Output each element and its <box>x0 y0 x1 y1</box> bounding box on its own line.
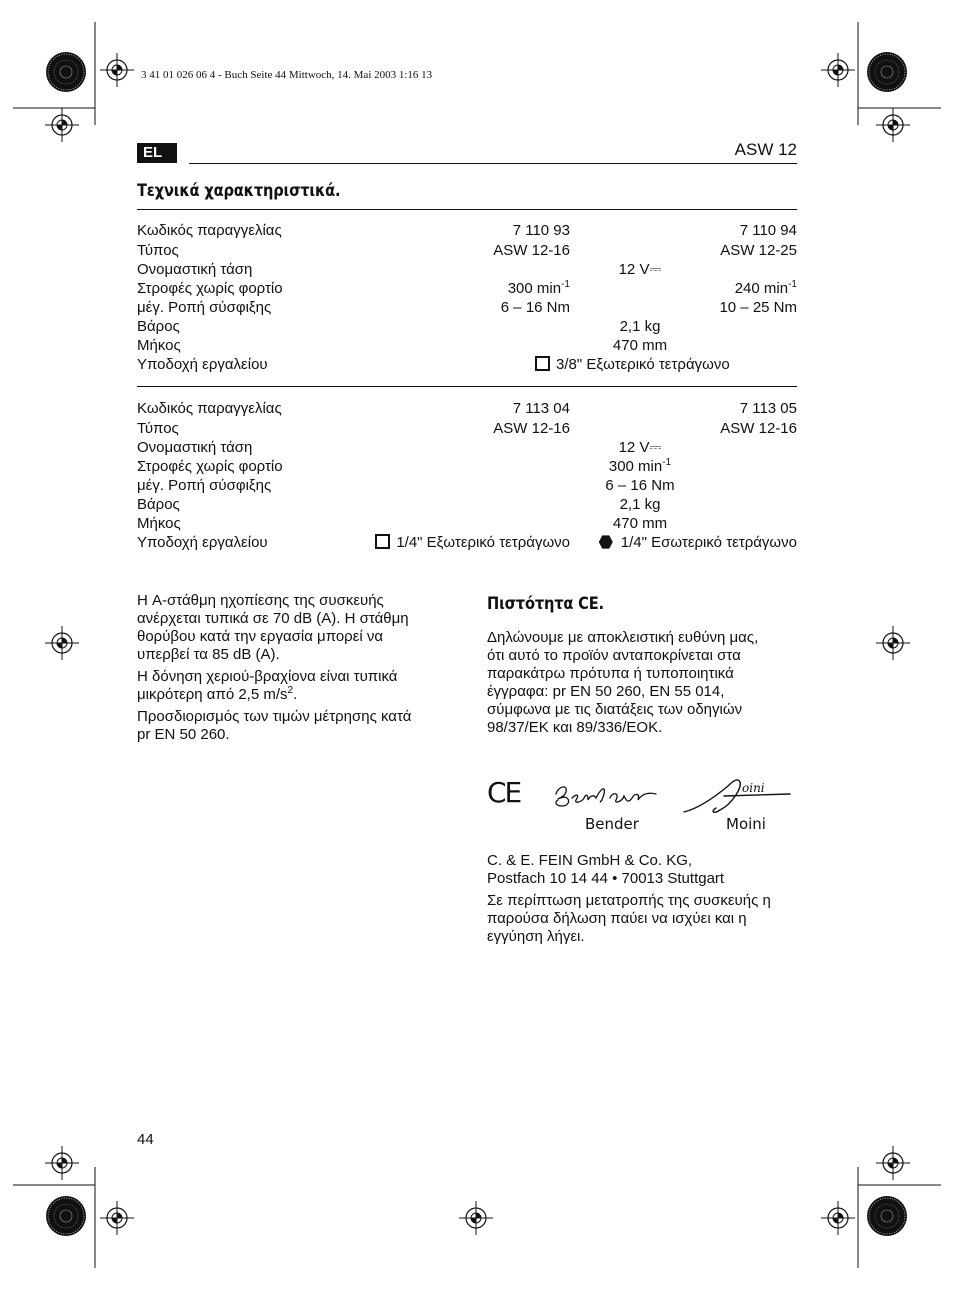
spec-row-type <box>137 241 797 260</box>
header-rule <box>189 163 797 164</box>
spec-row-length <box>137 514 797 533</box>
spec-row-type <box>137 419 797 438</box>
spec-label: Τύπος <box>137 242 179 259</box>
signatory-bender: Bender <box>585 815 639 833</box>
speed-exponent: -1 <box>561 279 570 290</box>
language-badge: EL <box>137 143 177 163</box>
signature-moini-text: oini <box>742 781 765 795</box>
spec-label: Υποδοχή εργαλείου <box>137 534 268 551</box>
spec-row-length <box>137 336 797 355</box>
spec-label: Κωδικός παραγγελίας <box>137 400 282 417</box>
spec-label: Κωδικός παραγγελίας <box>137 222 282 239</box>
spec-value-col1: ASW 12-16 <box>493 242 570 259</box>
spec-value-col2: 7 113 05 <box>739 400 797 417</box>
spec-row-tool-holder <box>137 355 797 374</box>
spec-value-col1: 7 110 93 <box>512 222 570 239</box>
spec-label: Βάρος <box>137 496 180 513</box>
speed-value: 300 min <box>608 458 663 475</box>
spec-label: Τύπος <box>137 420 179 437</box>
spec-row-weight <box>137 317 797 336</box>
spec-row-weight <box>137 495 797 514</box>
company-address: C. & E. FEIN GmbH & Co. KG, Postfach 10 14 44 • 70013 Stuttgart <box>487 852 725 887</box>
spec-value-col2: ASW 12-16 <box>720 420 797 437</box>
spec-label: Στροφές χωρίς φορτίο <box>137 458 283 475</box>
spec-label: Ονομαστική τάση <box>137 261 253 278</box>
speed-value: 300 min <box>507 280 562 297</box>
spec-value-col1 <box>508 279 570 298</box>
spec-value-shared <box>609 457 671 476</box>
spec-label: Μήκος <box>137 337 181 354</box>
signature-bender <box>548 780 668 812</box>
speed-exponent: -1 <box>788 279 797 290</box>
section-rule <box>137 386 797 387</box>
holder-text: 3/8" Εξωτερικό τετράγωνο <box>556 356 730 373</box>
spec-value-shared: 470 mm <box>612 337 668 354</box>
ce-mark: CE <box>487 776 521 809</box>
spec-value-shared: 2,1 kg <box>619 496 661 513</box>
speed-value: 240 min <box>734 280 789 297</box>
holder-text: 1/4" Εξωτερικό τετράγωνο <box>396 534 570 551</box>
spec-row-voltage <box>137 438 797 457</box>
spec-value-shared: 12 V⎓ <box>618 439 662 456</box>
noise-paragraph: Η A-στάθμη ηχοπίεσης της συσκευής ανέρχεται τυπικά σε 70 dB (A). Η στάθμη θορύβου κατά την εργασία μπορεί να υπερβεί τα 85 dB (A). <box>137 592 409 663</box>
signatory-moini: Moini <box>726 815 766 833</box>
conformity-text: Δηλώνουμε με αποκλειστική ευθύνη μας, ότι αυτό το προϊόν ανταποκρίνεται στα παρακάτρω πρότυπα ή τυποποιητικά έγγραφα: pr EN 50 260, EN 55 014, σύμφωνα με τις διατάξεις των οδηγιών 98/37/EK και 89/336/EOK. <box>487 629 759 736</box>
spec-row-voltage <box>137 260 797 279</box>
vibration-exponent: 2 <box>287 685 294 696</box>
spec-label: Στροφές χωρίς φορτίο <box>137 280 283 297</box>
spec-value-col1: ASW 12-16 <box>493 420 570 437</box>
conformity-title: Πιστότητα CE. <box>487 594 604 614</box>
spec-row-speed <box>137 279 797 298</box>
spec-row-torque <box>137 298 797 317</box>
spec-value-col2: 10 – 25 Nm <box>719 299 797 316</box>
spec-row-order-no <box>137 399 797 418</box>
spec-label: Υποδοχή εργαλείου <box>137 356 268 373</box>
spec-value-col1: 7 113 04 <box>512 400 570 417</box>
spec-value-col1 <box>375 533 570 552</box>
section-rule <box>137 209 797 210</box>
page-number: 44 <box>137 1131 154 1148</box>
spec-row-torque <box>137 476 797 495</box>
speed-exponent: -1 <box>662 457 672 468</box>
holder-text: 1/4" Εσωτερικό τετράγωνο <box>620 534 797 551</box>
spec-value-col1: 6 – 16 Nm <box>500 299 570 316</box>
spec-value-shared: 12 V⎓ <box>618 261 662 278</box>
spec-label: μέγ. Ροπή σύσφιξης <box>137 477 272 494</box>
spec-value-col2: 7 110 94 <box>739 222 797 239</box>
spec-row-tool-holder <box>137 533 797 552</box>
print-info-slug: 3 41 01 026 06 4 - Buch Seite 44 Mittwoch, 14. Mai 2003 1:16 13 <box>141 69 433 81</box>
signature-moini <box>680 774 795 818</box>
spec-row-order-no <box>137 221 797 240</box>
vibration-period: . <box>293 686 298 703</box>
spec-label: Ονομαστική τάση <box>137 439 253 456</box>
vibration-text: Η δόνηση χεριού-βραχίονα είναι τυπικά μικρότερη από 2,5 m/s <box>137 668 398 703</box>
tech-specs-title: Τεχνικά χαρακτηριστικά. <box>137 181 341 201</box>
vibration-paragraph <box>137 668 447 704</box>
square-drive-icon <box>535 356 550 371</box>
modification-note: Σε περίπτωση μετατροπής της συσκευής η παρούσα δήλωση παύει να ισχύει και η εγγύηση λήγει. <box>487 892 771 945</box>
spec-row-speed <box>137 457 797 476</box>
spec-label: μέγ. Ροπή σύσφιξης <box>137 299 272 316</box>
spec-value-col2 <box>735 279 797 298</box>
spec-value-col2 <box>599 533 797 552</box>
measurement-paragraph: Προσδιορισμός των τιμών μέτρησης κατά pr EN 50 260. <box>137 708 412 743</box>
spec-value-shared: 470 mm <box>612 515 668 532</box>
spec-label: Μήκος <box>137 515 181 532</box>
spec-value-shared: 2,1 kg <box>619 318 661 335</box>
hexagon-socket-icon <box>599 535 613 549</box>
spec-value-shared <box>535 355 730 374</box>
model-label: ASW 12 <box>734 140 797 159</box>
spec-label: Βάρος <box>137 318 180 335</box>
spec-value-shared: 6 – 16 Nm <box>605 477 675 494</box>
square-drive-icon <box>375 534 390 549</box>
spec-value-col2: ASW 12-25 <box>720 242 797 259</box>
